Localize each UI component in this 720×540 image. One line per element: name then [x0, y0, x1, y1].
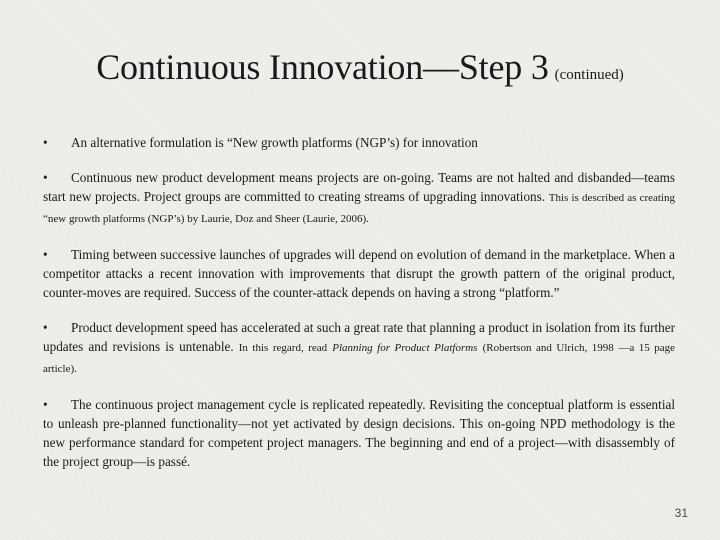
paragraph-note: This is described as creating “new growth platforms (NGP’s) by Laurie, Doz and Sheer (Laurie, 2006).: [43, 192, 675, 225]
paragraph-note-lead: In this regard, read: [238, 342, 328, 354]
paragraph-text: Product development speed has accelerated at such a great rate that planning a product in isolation from its further updates and revisions is untenable.: [43, 320, 675, 354]
page-number: 31: [674, 506, 688, 520]
paragraph-text: Timing between successive launches of upgrades will depend on evolution of demand in the marketplace. When a competitor attacks a recent innovation with improvements that disrupt the growth pattern of the original product, counter-moves are required. Success of the counter-attack depends on having a strong “platform.”: [43, 247, 675, 300]
paragraph-note-citation: (Robertson and Ulrich, 1998 —a 15 page article).: [43, 342, 676, 375]
bullet-icon: •: [43, 397, 48, 412]
bullet-paragraph-3: [43, 245, 675, 302]
bullet-paragraph-5: [43, 395, 675, 471]
bullet-icon: •: [43, 170, 48, 185]
bullet-icon: •: [43, 135, 48, 150]
bullet-paragraph-1: [43, 133, 675, 152]
title-main: Continuous Innovation—Step 3: [96, 47, 549, 87]
slide-title: [0, 46, 720, 88]
bullet-icon: •: [43, 320, 48, 335]
bullet-paragraph-4: [43, 318, 675, 379]
slide-body: [43, 133, 675, 487]
paragraph-text: The continuous project management cycle is replicated repeatedly. Revisiting the conceptual platform is essential to unleash pre-planned functionality—not yet activated by design decisions. This on-going NPD methodology is the new performance standard for competent project managers. The beginning and end of a project—with disassembly of the project group—is passé.: [43, 397, 675, 469]
paragraph-text: Continuous new product development means projects are on-going. Teams are not halted and disbanded—teams start new projects. Project groups are committed to creating streams of upgrading innovations.: [43, 170, 675, 204]
title-continued: (continued): [554, 67, 624, 83]
bullet-icon: •: [43, 247, 48, 262]
article-title: Planning for Product Platforms: [332, 342, 478, 354]
bullet-paragraph-2: [43, 168, 675, 229]
paragraph-text: An alternative formulation is “New growth platforms (NGP’s) for innovation: [71, 135, 478, 150]
